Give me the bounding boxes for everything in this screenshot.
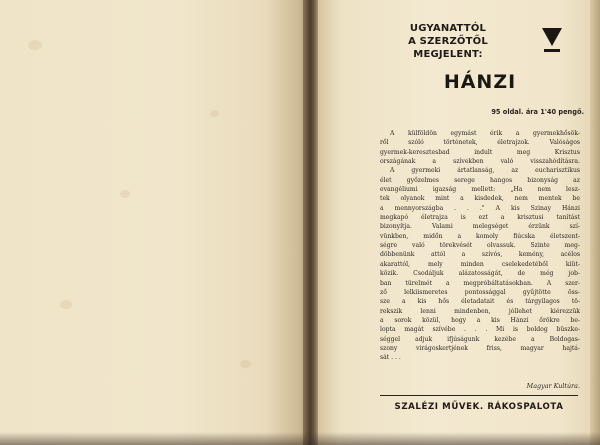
- book-spine: [303, 0, 319, 445]
- review-line: séggel adjuk ifjúságunk kezébe a Boldogas-: [380, 335, 580, 343]
- review-line: gyermek-keresztesbad indult meg Krisztus: [380, 148, 580, 156]
- price-line: 95 oldal. ára 1'40 pengő.: [491, 108, 584, 116]
- review-line: a mennyországba . . ." A kis Szinay Hánzi: [380, 204, 580, 212]
- review-line: rekszik lenni mindenben, jóllehet kiérezzük: [380, 307, 580, 315]
- announcement-header: [388, 22, 508, 61]
- foxing-spot: [210, 110, 219, 117]
- review-line: tek olyanok mint a kisdedek, nem mentek be: [380, 195, 580, 203]
- review-line: sát . . .: [380, 354, 401, 362]
- foxing-spot: [240, 360, 251, 368]
- review-line: vünkben, midőn a komoly fiúcska életszent-: [380, 232, 580, 240]
- review-line: országának a szívekben való visszahódításra.: [380, 158, 580, 166]
- page-edge: [590, 0, 600, 445]
- review-line: sze a kis hős életadatait és tárgyilagos tö-: [380, 298, 580, 306]
- review-attribution: Magyar Kultúra.: [526, 382, 580, 390]
- down-pointing-triangle-icon: [540, 26, 564, 54]
- publisher-imprint: SZALÉZI MŰVEK. RÁKOSPALOTA: [394, 402, 564, 412]
- review-line: élet győzelmes serege hangos bizonyság az: [380, 176, 580, 184]
- header-line: MEGJELENT:: [413, 49, 483, 60]
- foxing-spot: [28, 40, 42, 50]
- bottom-edge-shadow: [0, 432, 600, 445]
- divider-rule: [380, 395, 578, 396]
- review-line: akarattól, mely minden cselekedetéből kiüt-: [380, 260, 580, 268]
- review-line: lopta magát szívébe . . . Mi is boldog büszke-: [380, 326, 580, 334]
- review-line: ző lelkiismeretes pontossággal gyűjtötte öss-: [380, 288, 580, 296]
- review-line: bizonyítja. Valami melegséget érzünk szí-: [380, 223, 580, 231]
- book-title: HÁNZI: [443, 71, 517, 93]
- review-line: döbbenünk attól a szívós, kemény, acélos: [380, 251, 580, 259]
- review-text: [380, 129, 580, 363]
- review-line: a sorok közül, hogy a kis Hánzi őrökre be-: [380, 316, 580, 324]
- foxing-spot: [60, 300, 72, 309]
- header-line: A SZERZŐTŐL: [408, 36, 488, 47]
- review-line: közik. Csodáljuk alázatosságát, de még job-: [380, 270, 580, 278]
- review-line: evangéliumi igazság mellett: „Ha nem lesz-: [380, 186, 580, 194]
- review-line: szony virágoskertjének friss, magyar hajtá-: [380, 344, 580, 352]
- review-line: ről szóló történetek, életrajzok. Valóságos: [380, 139, 580, 147]
- review-line: ban türelmét a megpróbáltatásokban. A szer-: [380, 279, 580, 287]
- review-line: megkapó életrajza is ezt a krisztusi tanítást: [380, 214, 580, 222]
- foxing-spot: [120, 190, 130, 198]
- header-line: UGYANATTÓL: [409, 23, 487, 34]
- review-line: A gyermeki ártatlanság, az eucharisztikus: [390, 167, 580, 175]
- review-line: A külföldön egymást érik a gyermekhősök-: [390, 130, 580, 137]
- review-line: ségre való törekvését olvassuk. Szinte meg-: [380, 242, 580, 250]
